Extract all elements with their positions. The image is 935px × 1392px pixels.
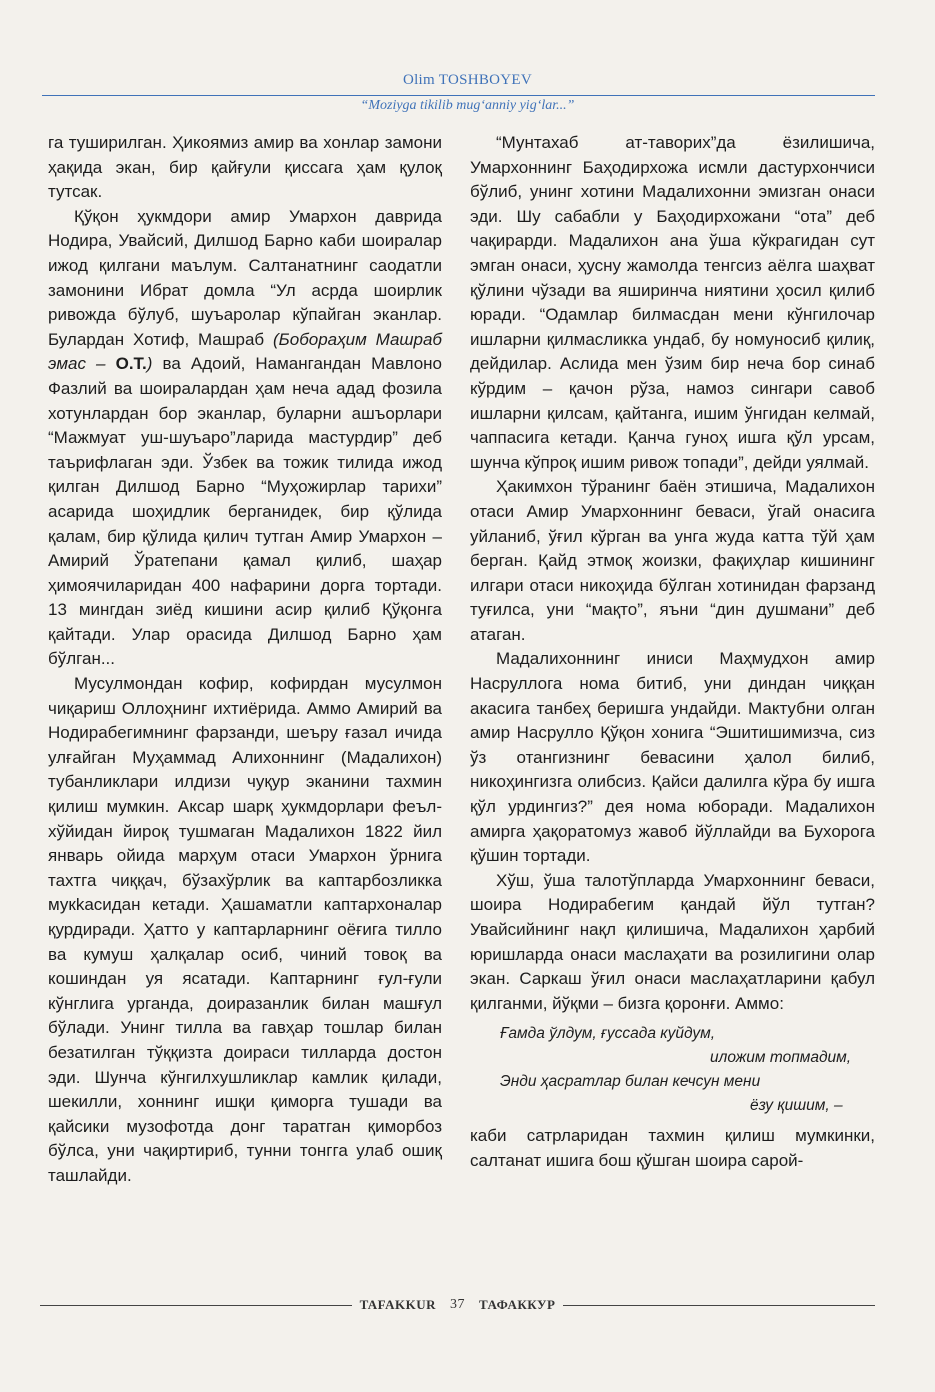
header-rule	[42, 95, 875, 96]
author-note-italic: (Бобораҳим Машраб эмас –	[48, 329, 442, 374]
poem-quote	[500, 1022, 875, 1118]
left-column	[48, 131, 442, 1189]
right-paragraph-4: Хўш, ўша талотўпларда Умархоннинг беваси, шоира Нодирабегим қандай йўл тутган? Увайсийнинг нақл қилишича, Мадалихон ҳарбий юришларда онаси маслаҳати ва розилигини олар экан. Саркаш ўғил онаси маслаҳатларини қабул қилганми, йўқми – бизга қоронғи. Аммо:	[470, 870, 875, 1013]
page-number: 37	[450, 1297, 466, 1312]
left-paragraph-2-text-a: Қўқон ҳукмдори амир Умархон даврида Нодира, Увайсий, Дилшод Барно каби шоиралар ижод қилгани маълум. Салтанатнинг саодатли замонини Ибрат домла “Ул асрда шоирлик ривожда бўлуб, шуъаролар кўпайган эканлар. Булардан Хотиф, Машраб	[48, 206, 442, 349]
footer-magazine-cyrillic: ТАФАККУР	[479, 1297, 556, 1312]
footer-rule-left	[40, 1305, 352, 1306]
poem-line-1: Ғамда ўлдум, ғуссада куйдум,	[500, 1025, 716, 1043]
left-paragraph-3: Мусулмондан кофир, кофирдан мусулмон чиқариш Оллоҳнинг ихтиёрида. Аммо Амирий ва Нодирабегимнинг фарзанди, шеъру ғазал ичида улғайган Муҳаммад Алихоннинг (Мадалихон) тубанликлари илдизи чуқур эканини тахмин қилиш мумкин. Аксар шарқ ҳукмдорлари феъл-хўйидан йироқ тушмаган Мадалихон 1822 йил январь ойида марҳум отаси Умархон ўрнига тахтга чиққач, бўзахўрлик ва каптарбозликка мукkасидан кетади. Ҳашаматли каптархоналар қурдиради. Ҳатто у каптарларнинг оёғига тилло ва кумуш ҳалқалар осиб, чиний товоқ ва кошиндан уя ясатади. Каптарнинг ғул-ғули кўнглига урганда, доиразанлик билан машғул бўлади. Унинг тилла ва гавҳар тошлар билан безатилган тўққизта доираси тилларда достон эди. Шунча кўнгилхушликлар камлик қилади, шекилли, хоннинг ишқи қиморга тушади ва қайсики музофотда донг таратган қиморбоз бўлса, уни чақиртириб, тунни тонгга улаб ошиқ ташлайди.	[48, 674, 442, 1185]
right-paragraph-1: “Мунтахаб ат-таворих”да ёзилишича, Умархоннинг Баҳодирхожа исмли дастурхончиси бўлиб, унинг хотини Мадалихонни эмизган онаси эди. Шу сабабли у Баҳодирхожани “ота” деб чақирарди. Мадалихон ана ўша кўкрагидан сут эмган онаси, ҳусну жамолда тенгсиз аёлга шаҳват қўлини чўзади ва яширинча ниятини ҳосил қилиб юради. “Одамлар билмасдан мени кўнгилочар ишларни қилмасликка ундаб, бу номуносиб қилиқ, дейдилар. Аслида мен ўзим бир неча бор синаб кўрдим – қачон рўза, намоз сингари савоб ишларни қилсам, қайтанга, ишим ўнгидан келмай, чаппасига кетади. Қанча гуноҳ ишга қўл урсам, шунча кўпроқ ишим ривож топади”, дейди уялмай.	[470, 133, 875, 472]
left-paragraph-2-text-b: ва Адоий, Намангандан Мавлоно Фазлий ва шоиралардан ҳам неча адад фозила хотунлардан бор эканлар, буларни ашъорлари “Мажмуат уш-шуъаро”ларида мастурдир” деб таърифлаган эди. Ўзбек ва тожик тилида ижод қилган Дилшод Барно “Муҳожирлар тарихи” асарида шоҳидлик берганидек, бир қўлида қалам, бир қўлида қилич тутган Амир Умархон – Амирий Ўратепани қамал қилиб, шаҳар ҳимоячиларидан 400 нафарини дорга тортади. 13 мингдан зиёд кишини асир қилиб Қўқонга қайтади. Улар орасида Дилшод Барно ҳам бўлган...	[48, 354, 442, 669]
left-paragraph-1: га туширилган. Ҳикоямиз амир ва хонлар замони ҳақида экан, бир қайғули қиссага ҳам қулоқ тутсак.	[48, 133, 442, 202]
footer-rule-right	[563, 1305, 875, 1306]
running-header-subtitle: “Moziyga tikilib mug‘anniy yig‘lar...”	[360, 98, 575, 113]
left-paragraph-2	[48, 205, 442, 672]
author-initials: О.Т.	[115, 354, 147, 374]
poem-line-4: ёзу қишим, –	[750, 1097, 843, 1115]
poem-line-2: иложим топмадим,	[710, 1049, 852, 1067]
footer-magazine-latin: TAFAKKUR	[359, 1297, 437, 1312]
right-paragraph-3: Мадалихоннинг иниси Маҳмудхон амир Насруллога нома битиб, уни диндан чиққан акасига танбеҳ беришга ундайди. Мактубни олган амир Насрулло Қўқон хонига “Эшитишимизча, сиз ўз отангизнинг бевасини ҳалол билиб, никоҳингизга олибсиз. Қайси далилга кўра бу ишга қўл урдингиз?” дея нома юборади. Мадалихон амирга ҳақоратомуз жавоб йўллайди ва Бухорога қўшин тортади.	[470, 649, 875, 866]
author-note-close: )	[146, 354, 153, 374]
running-header-author: Olim TOSHBOYEV	[402, 72, 533, 88]
right-paragraph-5: каби сатрларидан тахмин қилиш мумкинки, салтанат ишига бош қўшган шоира сарой-	[470, 1126, 875, 1170]
page-footer	[40, 1295, 875, 1315]
poem-line-3: Энди ҳасратлар билан кечсун мени	[500, 1073, 761, 1091]
right-column	[470, 131, 875, 1174]
right-paragraph-2: Ҳакимхон тўранинг баён этишича, Мадалихон отаси Амир Умархоннинг беваси, ўгай онасига уйланиб, ўғил кўрган ва унга жуда катта тўй ҳам берган. Қайд этмоқ жоизки, фақиҳлар кишининг илгари отаси никоҳида бўлган хотинидан фарзанд туғилса, уни “мақто”, яъни “дин душмани” деб атаган.	[470, 477, 875, 644]
